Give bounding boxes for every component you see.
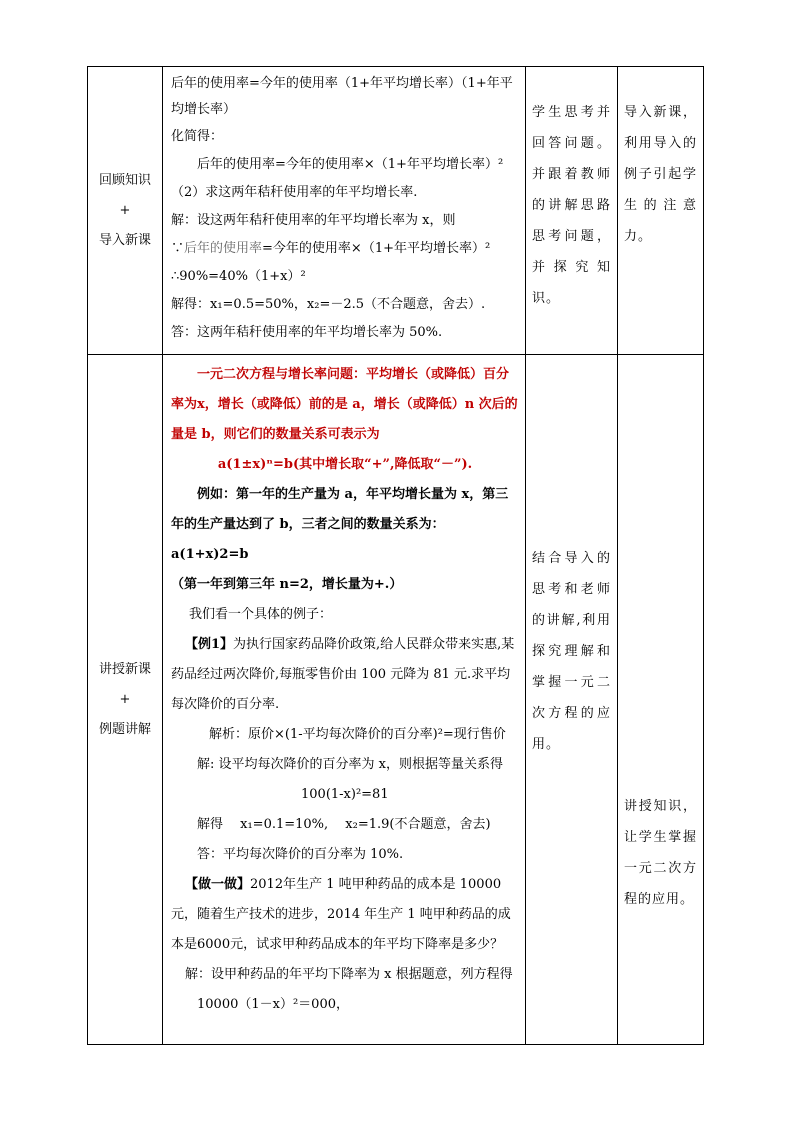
stage-cell-review xyxy=(88,67,163,355)
stage-cell-new-lesson xyxy=(88,355,163,1045)
content-line: （2）求这两年秸秆使用率的年平均增长率. xyxy=(171,185,418,200)
content-line: 后年的使用率=今年的使用率×（1+年平均增长率）² xyxy=(197,157,504,172)
student-activity-text: 学生思考并回答问题。并跟着教师的讲解思路思考问题，并探究知识。 xyxy=(532,105,611,306)
practice-tag: 【做一做】 xyxy=(185,877,251,892)
student-activity-cell xyxy=(526,67,618,355)
content-line: 解得：x₁=0.5=50%，x₂=－2.5（不合题意，舍去）. xyxy=(171,297,486,312)
stage-plus: + xyxy=(119,691,131,707)
content-line xyxy=(171,235,519,263)
content-line: 解：设这两年秸秆使用率的年平均增长率为 x，则 xyxy=(171,213,456,228)
student-activity-text: 结合导入的思考和老师的讲解,利用探究理解和掌握一元二次方程的应用。 xyxy=(532,551,611,752)
stage-label: 讲授新课 xyxy=(98,661,151,677)
example-note: （第一年到第三年 n=2，增长量为+.） xyxy=(171,577,403,592)
example-intro: 例如：第一年的生产量为 a，年平均增长量为 x，第三年的生产量达到了 b，三者之间的数量关系为：a(1+x)2=b xyxy=(171,487,509,562)
table-row-new-lesson xyxy=(88,355,704,1045)
example1-tag: 【例1】 xyxy=(185,637,234,652)
content-cell-new-lesson xyxy=(163,355,526,1045)
content-line: ∴90%=40%（1+x）² xyxy=(171,269,306,284)
content-cell-review xyxy=(163,67,526,355)
table-row-review xyxy=(88,67,704,355)
content-line: 化简得： xyxy=(171,129,224,144)
design-purpose-text: 导入新课，利用导入的例子引起学生的注意力。 xyxy=(624,105,697,244)
practice-solution: 解：设甲种药品的年平均下降率为 x 根据题意，列方程得 xyxy=(185,967,513,982)
rule-paragraph: 一元二次方程与增长率问题：平均增长（或降低）百分率为x，增长（或降低）前的是 a，增长（或降低）n 次后的量是 b，则它们的数量关系可表示为 xyxy=(171,367,518,442)
content-line: 后年的使用率=今年的使用率（1+年平均增长率）（1+年平 xyxy=(171,76,513,91)
rule-formula: a(1±x)ⁿ=b(其中增长取“+”,降低取“－”). xyxy=(217,457,473,472)
answer-line: 答：平均每次降价的百分率为 10%. xyxy=(197,847,404,862)
solution-line: 解: 设平均每次降价的百分率为 x，则根据等量关系得 xyxy=(197,757,503,772)
design-purpose-text: 讲授知识，让学生掌握一元二次方程的应用。 xyxy=(624,799,697,907)
because-symbol: ∵ xyxy=(171,241,185,256)
design-purpose-cell xyxy=(618,355,704,1045)
equation-line: 100(1-x)²=81 xyxy=(301,787,389,802)
stage-label: 例题讲解 xyxy=(98,721,151,737)
practice-text: 2012年生产 1 吨甲种药品的成本是 10000元，随着生产技术的进步，2014 年生产 1 吨甲种药品的成本是6000元，试求甲种药品成本的年平均下降率是多少？ xyxy=(171,877,511,952)
example1-paragraph xyxy=(171,630,519,720)
transition-text: 我们看一个具体的例子： xyxy=(189,607,333,622)
analysis-line: 解析：原价×(1-平均每次降价的百分率)²=现行售价 xyxy=(209,727,506,742)
lesson-plan-table xyxy=(87,66,704,1045)
content-text: =今年的使用率×（1+年平均增长率）² xyxy=(262,241,491,256)
example1-text: 为执行国家药品降价政策,给人民群众带来实惠,某药品经过两次降价,每瓶零售价由 100 元降为 81 元.求平均每次降价的百分率. xyxy=(171,637,515,712)
roots-line: 解得 x₁=0.1=10%, x₂=1.9(不合题意，舍去) xyxy=(197,817,491,832)
practice-equation: 10000（1－x）²＝000， xyxy=(197,997,349,1012)
highlighted-term: 后年的使用率 xyxy=(184,241,263,256)
content-line: 均增长率） xyxy=(171,102,237,117)
design-purpose-cell xyxy=(618,67,704,355)
student-activity-cell xyxy=(526,355,618,1045)
stage-label: 回顾知识 xyxy=(98,172,151,188)
stage-plus: + xyxy=(119,202,131,218)
content-line: 答：这两年秸秆使用率的年平均增长率为 50%. xyxy=(171,325,443,340)
practice-paragraph xyxy=(171,870,519,960)
stage-label: 导入新课 xyxy=(98,232,151,248)
